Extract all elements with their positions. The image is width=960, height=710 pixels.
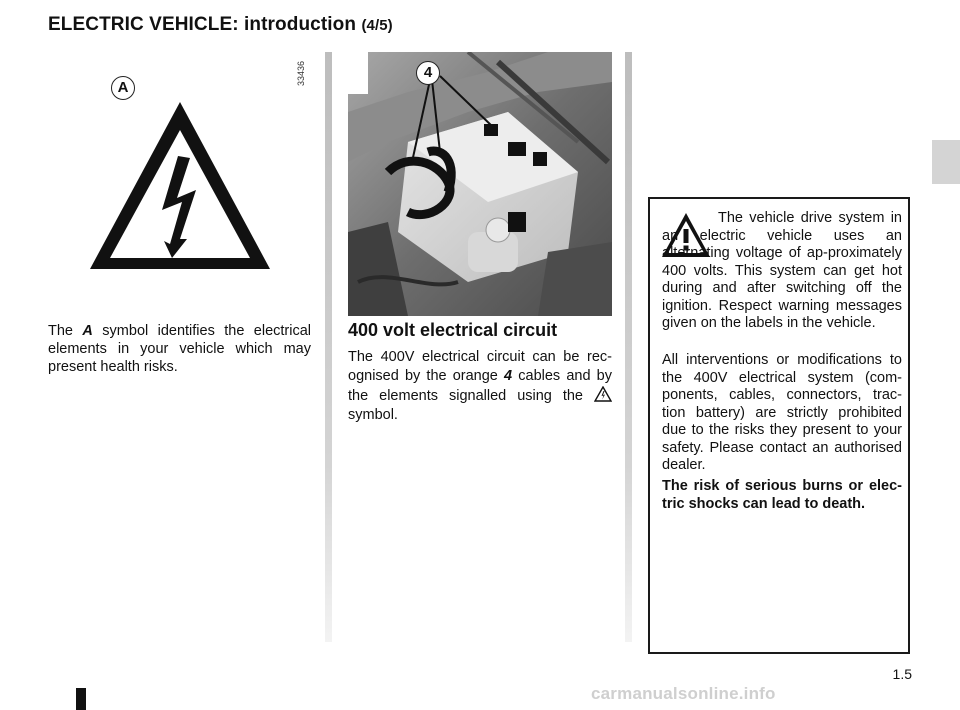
callout-4 xyxy=(416,61,440,85)
page-edge-marker xyxy=(76,688,86,710)
symbol-description-start: The xyxy=(48,323,73,339)
column-divider-right xyxy=(625,52,632,642)
warning-paragraph-2: All interventions or modifications to the 400V electrical system (com-ponents, cables, connectors, trac-tion battery) are strictly prohibited due to the risks they present to your safety. Please contact an authorised dealer. xyxy=(662,352,902,473)
symbol-ref: A xyxy=(82,323,93,339)
cable-ref: 4 xyxy=(504,368,513,384)
circuit-description xyxy=(348,348,612,425)
warning-paragraph-1: The vehicle drive system in an electric vehicle uses an alternating voltage of ap-proximately 400 volts. This system can get hot during and after switching off the ignition. Respect warning messages given on the labels in the vehicle. xyxy=(662,210,902,331)
figure-number-left: 33436 xyxy=(296,60,306,86)
engine-compartment-photo xyxy=(348,52,612,316)
engine-compartment-illustration xyxy=(348,52,612,316)
warning-paragraph-3: The risk of serious burns or elec-tric shocks can lead to death. xyxy=(662,478,902,512)
page-title-text: ELECTRIC VEHICLE: introduction xyxy=(48,14,357,35)
circuit-description-middle: cables and by the elements signalled using the xyxy=(348,368,612,404)
chapter-thumb-tab xyxy=(932,140,960,184)
callout-a-label: A xyxy=(117,79,129,96)
page-title xyxy=(48,14,393,36)
page-title-suffix: (4/5) xyxy=(361,17,393,34)
watermark: carmanualsonline.info xyxy=(591,684,776,703)
high-voltage-warning-icon xyxy=(86,98,274,273)
circuit-description-start: The 400V electrical circuit can be rec-ognised by the orange xyxy=(348,349,612,384)
section-title: 400 volt electrical circuit xyxy=(348,320,558,340)
symbol-description-end: symbol identifies the electrical elements in your vehicle which may present health risks. xyxy=(48,323,312,375)
page-number: 1.5 xyxy=(892,666,912,682)
symbol-description xyxy=(48,322,311,376)
callout-a xyxy=(111,76,135,100)
high-voltage-inline-icon xyxy=(594,386,612,402)
warning-box xyxy=(648,197,910,654)
circuit-description-end: symbol. xyxy=(348,407,398,423)
column-divider-left xyxy=(325,52,332,642)
callout-4-label: 4 xyxy=(423,64,433,81)
